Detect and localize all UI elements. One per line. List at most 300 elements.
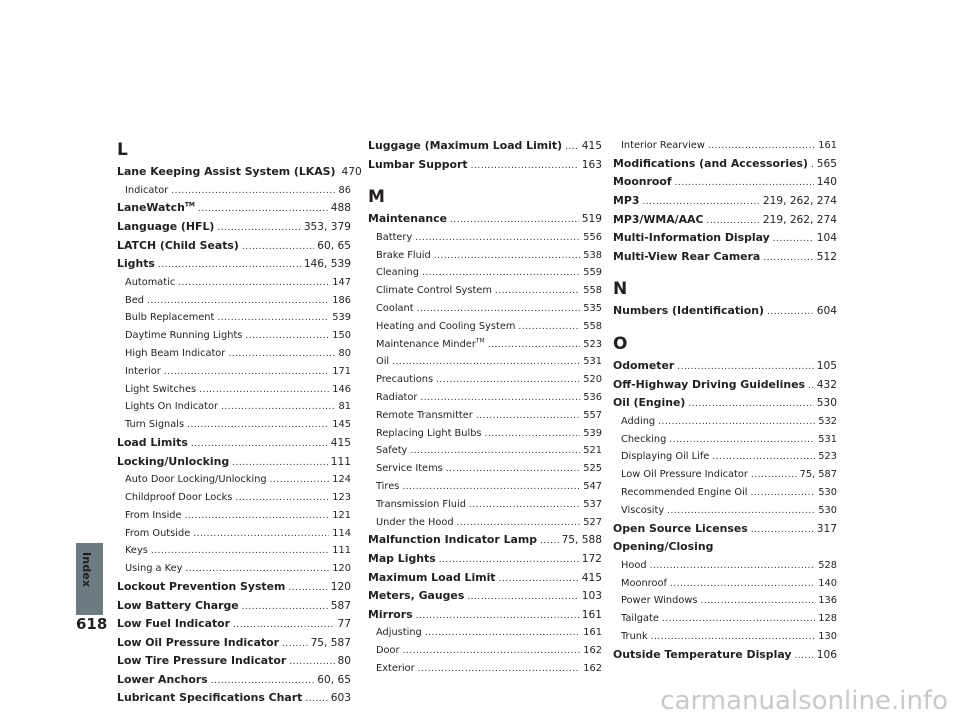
entry-pages[interactable]: 146 — [332, 383, 351, 395]
entry-pages[interactable]: 105 — [816, 359, 837, 372]
entry-term-text: Meters, Gauges — [368, 589, 465, 603]
index-subentry[interactable] — [368, 371, 602, 389]
index-subentry[interactable] — [368, 642, 602, 660]
index-subentry[interactable] — [368, 478, 602, 496]
entry-term-text: MP3 — [613, 193, 640, 207]
entry-pages[interactable]: 162 — [583, 662, 602, 674]
entry-pages[interactable]: 547 — [583, 480, 602, 492]
entry-term — [613, 646, 791, 665]
index-subentry[interactable] — [368, 514, 602, 532]
index-subentry[interactable] — [117, 381, 351, 399]
entry-term-text: Maximum Load Limit — [368, 570, 496, 584]
entry-pages[interactable]: 415 — [330, 436, 351, 449]
entry-term — [368, 156, 468, 175]
index-entry[interactable] — [613, 376, 837, 395]
entry-pages[interactable]: 531 — [818, 433, 837, 445]
entry-pages[interactable]: 539 — [583, 427, 602, 439]
entry-term-text: Remote Transmitter — [376, 409, 473, 421]
index-subentry[interactable] — [613, 137, 837, 155]
entry-term-text: Door — [376, 645, 400, 657]
entry-pages[interactable]: 558 — [583, 285, 602, 297]
entry-term — [621, 557, 647, 575]
entry-term-text: Lubricant Specifications Chart — [117, 691, 303, 705]
entry-term — [376, 371, 433, 389]
index-subentry[interactable] — [117, 182, 351, 200]
entry-term — [368, 210, 447, 229]
index-subentry[interactable] — [613, 466, 837, 484]
dot-leader — [446, 461, 581, 479]
index-entry[interactable] — [117, 597, 351, 616]
index-subentry[interactable] — [613, 628, 837, 646]
index-subentry[interactable] — [117, 327, 351, 345]
entry-term — [125, 381, 196, 399]
entry-term — [125, 363, 161, 381]
entry-pages[interactable]: 519 — [581, 213, 602, 226]
entry-pages[interactable]: 531 — [583, 356, 602, 368]
dot-leader — [794, 647, 813, 666]
dot-leader — [476, 408, 580, 426]
entry-term — [117, 597, 239, 616]
index-entry[interactable] — [368, 569, 602, 588]
index-entry[interactable] — [117, 199, 351, 218]
entry-pages[interactable]: 106 — [816, 648, 837, 661]
entry-term-text: Multi-Information Display — [613, 231, 770, 245]
entry-term — [117, 671, 208, 690]
entry-term — [125, 309, 214, 327]
dot-leader — [185, 561, 329, 579]
index-subentry[interactable] — [613, 592, 837, 610]
entry-pages[interactable]: 353, 379 — [303, 220, 351, 233]
entry-pages[interactable]: 527 — [583, 516, 602, 528]
index-entry[interactable] — [117, 453, 351, 472]
entry-pages[interactable]: 558 — [583, 320, 602, 332]
entry-pages[interactable]: 114 — [332, 527, 351, 539]
entry-pages[interactable]: 532 — [818, 415, 837, 427]
entry-pages[interactable]: 559 — [583, 267, 602, 279]
entry-term-text: Displaying Oil Life — [621, 451, 710, 463]
dot-leader — [217, 310, 329, 328]
entry-term — [376, 660, 415, 678]
index-subentry[interactable] — [613, 484, 837, 502]
entry-pages[interactable]: 75, 587 — [799, 469, 837, 481]
entry-term — [613, 192, 639, 211]
entry-term-text: Tailgate — [621, 613, 659, 625]
entry-pages[interactable]: 121 — [332, 509, 351, 521]
entry-term — [621, 466, 748, 484]
index-entry[interactable] — [613, 538, 837, 557]
entry-term — [117, 652, 286, 671]
entry-pages[interactable]: 145 — [332, 419, 351, 431]
index-entry[interactable] — [368, 531, 602, 550]
entry-pages[interactable]: 432 — [816, 378, 837, 391]
entry-term — [117, 163, 335, 182]
entry-term — [117, 434, 188, 453]
entry-pages[interactable]: 530 — [816, 397, 837, 410]
entry-pages[interactable]: 556 — [583, 231, 602, 243]
dot-leader — [808, 377, 814, 396]
dot-leader — [667, 503, 815, 521]
entry-term-text: Map Lights — [368, 551, 436, 565]
index-entry[interactable] — [117, 255, 351, 274]
dot-leader — [499, 570, 579, 589]
entry-term — [117, 453, 229, 472]
dot-leader — [282, 635, 308, 654]
index-entry[interactable] — [613, 357, 837, 376]
entry-pages[interactable]: 75, 588 — [561, 534, 602, 547]
entry-term-text: Adjusting — [376, 627, 422, 639]
dot-leader — [439, 551, 579, 570]
dot-leader — [417, 301, 581, 319]
entry-term — [376, 407, 473, 425]
dot-leader — [642, 193, 759, 212]
entry-pages[interactable]: 317 — [816, 522, 837, 535]
entry-pages[interactable]: 140 — [818, 577, 837, 589]
entry-term — [621, 502, 664, 520]
index-entry[interactable] — [613, 302, 837, 321]
entry-pages[interactable]: 219, 262, 274 — [762, 213, 837, 226]
entry-pages[interactable]: 111 — [330, 455, 351, 468]
entry-term-text: Low Tire Pressure Indicator — [117, 654, 287, 668]
entry-pages[interactable]: 525 — [583, 463, 602, 475]
entry-pages[interactable]: 60, 65 — [317, 673, 351, 686]
entry-pages[interactable]: 161 — [583, 627, 602, 639]
index-entry[interactable] — [368, 606, 602, 625]
entry-term — [621, 484, 748, 502]
entry-term-text: Tires — [376, 480, 400, 492]
entry-pages[interactable]: 528 — [818, 559, 837, 571]
index-subentry[interactable] — [613, 502, 837, 520]
entry-term — [376, 318, 515, 336]
index-entry[interactable] — [117, 163, 362, 182]
index-entry[interactable] — [117, 434, 351, 453]
entry-term — [613, 520, 748, 539]
entry-term — [376, 336, 485, 354]
entry-pages[interactable]: 77 — [337, 618, 351, 631]
entry-term-text: Heating and Cooling System — [376, 320, 516, 332]
dot-leader — [450, 211, 579, 230]
index-entry[interactable] — [613, 394, 837, 413]
entry-pages[interactable]: 415 — [581, 140, 602, 152]
entry-pages[interactable]: 530 — [818, 486, 837, 498]
index-subentry[interactable] — [368, 336, 602, 354]
index-subentry[interactable] — [368, 353, 602, 371]
entry-pages[interactable]: 75, 587 — [310, 636, 351, 649]
index-entry[interactable] — [613, 229, 837, 248]
entry-pages[interactable]: 146, 539 — [303, 258, 351, 271]
dot-leader — [658, 414, 815, 432]
entry-term-text: Low Oil Pressure Indicator — [621, 469, 748, 481]
entry-term — [613, 229, 770, 248]
dot-leader — [232, 454, 328, 473]
entry-term-text: Indicator — [125, 184, 169, 196]
index-subentry[interactable] — [368, 318, 602, 336]
entry-term-text: Lockout Prevention System — [117, 579, 286, 593]
entry-term-text: Checking — [621, 433, 667, 445]
entry-term-text: Under the Hood — [376, 516, 454, 528]
entry-term-text: Moonroof — [613, 175, 672, 189]
entry-pages[interactable]: 80 — [337, 655, 351, 668]
entry-term-text: Auto Door Locking/Unlocking — [125, 474, 267, 486]
index-column-2 — [368, 137, 602, 678]
index-subentry[interactable] — [368, 407, 602, 425]
index-subentry[interactable] — [117, 416, 351, 434]
entry-term — [125, 525, 190, 543]
entry-pages[interactable]: 104 — [816, 232, 837, 245]
entry-pages[interactable]: 470 — [341, 166, 362, 178]
dot-leader — [565, 138, 579, 157]
index-entry[interactable] — [613, 173, 837, 192]
entry-pages[interactable]: 161 — [581, 608, 602, 621]
index-subentry[interactable] — [117, 507, 351, 525]
entry-term-text: Recommended Engine Oil — [621, 486, 748, 498]
index-subentry[interactable] — [368, 442, 602, 460]
index-entry[interactable] — [117, 218, 351, 237]
dot-leader — [662, 611, 815, 629]
entry-term — [125, 560, 182, 578]
dot-leader — [670, 576, 815, 594]
index-subentry[interactable] — [368, 624, 602, 642]
entry-pages[interactable]: 128 — [818, 613, 837, 625]
entry-term — [117, 218, 214, 237]
entry-term-text: Lower Anchors — [117, 672, 208, 686]
entry-pages[interactable]: 536 — [583, 391, 602, 403]
index-subentry[interactable] — [613, 431, 837, 449]
index-subentry[interactable] — [613, 448, 837, 466]
index-subentry[interactable] — [117, 542, 351, 560]
index-subentry[interactable] — [368, 389, 602, 407]
index-entry[interactable] — [117, 689, 351, 708]
entry-term — [125, 471, 267, 489]
index-subentry[interactable] — [368, 425, 602, 443]
entry-pages[interactable]: 565 — [816, 157, 837, 170]
index-entry[interactable] — [613, 646, 837, 665]
index-subentry[interactable] — [117, 560, 351, 578]
entry-pages[interactable]: 162 — [583, 645, 602, 657]
index-entry[interactable] — [368, 550, 602, 569]
entry-pages[interactable]: 150 — [332, 330, 351, 342]
entry-pages[interactable]: 523 — [583, 338, 602, 350]
entry-term-text: Bed — [125, 294, 144, 306]
entry-term — [376, 282, 492, 300]
dot-leader — [151, 543, 329, 561]
entry-pages[interactable]: 130 — [818, 630, 837, 642]
entry-term — [125, 542, 148, 560]
entry-term-text: Language (HFL) — [117, 219, 215, 233]
dot-leader — [191, 435, 328, 454]
entry-pages[interactable]: 604 — [816, 305, 837, 318]
index-subentry[interactable] — [613, 557, 837, 575]
index-entry[interactable] — [117, 634, 351, 653]
entry-term — [621, 413, 655, 431]
index-entry[interactable] — [368, 587, 602, 606]
entry-term-text: Daytime Running Lights — [125, 330, 243, 342]
entry-pages[interactable]: 530 — [818, 504, 837, 516]
dot-leader — [415, 230, 580, 248]
entry-pages[interactable]: 172 — [581, 552, 602, 565]
entry-pages[interactable]: 120 — [330, 580, 351, 593]
entry-term-text: Multi-View Rear Camera — [613, 249, 761, 263]
entry-term-text: Outside Temperature Display — [613, 647, 792, 661]
entry-term-text: LATCH (Child Seats) — [117, 238, 239, 252]
entry-pages[interactable]: 161 — [818, 140, 837, 151]
entry-pages[interactable]: 103 — [581, 590, 602, 603]
index-subentry[interactable] — [613, 575, 837, 593]
index-subentry[interactable] — [368, 460, 602, 478]
entry-pages[interactable]: 186 — [332, 294, 351, 306]
entry-pages[interactable]: 521 — [583, 445, 602, 457]
index-subentry[interactable] — [117, 525, 351, 543]
dot-leader — [457, 515, 581, 533]
dot-leader — [700, 593, 815, 611]
entry-term-text: Radiator — [376, 391, 418, 403]
index-subentry[interactable] — [117, 345, 351, 363]
index-entry[interactable] — [613, 192, 837, 211]
index-entry[interactable] — [368, 137, 602, 156]
index-subentry[interactable] — [368, 247, 602, 265]
section-letter: O — [613, 333, 628, 354]
entry-term-text: Lights — [117, 257, 155, 271]
entry-pages[interactable]: 603 — [330, 692, 351, 705]
index-entry[interactable] — [613, 248, 837, 267]
dot-leader — [198, 200, 328, 219]
entry-term — [117, 634, 279, 653]
entry-pages[interactable]: 535 — [583, 302, 602, 314]
entry-term-text: Childproof Door Locks — [125, 491, 233, 503]
entry-pages[interactable]: 557 — [583, 409, 602, 421]
entry-pages[interactable]: 86 — [338, 184, 351, 196]
section-letter: M — [368, 187, 385, 208]
entry-term — [621, 628, 648, 646]
entry-pages[interactable]: 147 — [332, 276, 351, 288]
index-column-3 — [613, 137, 837, 664]
index-subentry[interactable] — [117, 363, 351, 381]
entry-term-text: Low Oil Pressure Indicator — [117, 635, 279, 649]
dot-leader — [164, 364, 330, 382]
entry-pages[interactable]: 111 — [332, 545, 351, 557]
index-entry[interactable] — [613, 155, 837, 174]
entry-term — [376, 496, 466, 514]
entry-pages[interactable]: 539 — [332, 312, 351, 324]
index-subentry[interactable] — [117, 292, 351, 310]
entry-pages[interactable]: 512 — [816, 250, 837, 263]
index-subentry[interactable] — [368, 300, 602, 318]
dot-leader — [677, 358, 814, 377]
entry-term — [117, 578, 285, 597]
entry-term — [376, 642, 400, 660]
dot-leader — [288, 579, 327, 598]
entry-pages[interactable]: 488 — [330, 202, 351, 215]
entry-pages[interactable]: 124 — [332, 474, 351, 486]
entry-term — [376, 247, 431, 265]
entry-term — [376, 353, 389, 371]
entry-term — [368, 606, 413, 625]
dot-leader — [147, 293, 329, 311]
entry-pages[interactable]: 140 — [816, 176, 837, 189]
index-entry[interactable] — [613, 520, 837, 539]
entry-term-text: Using a Key — [125, 563, 183, 575]
entry-pages[interactable]: 120 — [332, 563, 351, 575]
entry-term — [613, 394, 685, 413]
index-entry[interactable] — [117, 578, 351, 597]
index-subentry[interactable] — [368, 264, 602, 282]
entry-term — [621, 137, 705, 155]
dot-leader — [422, 265, 580, 283]
index-entry[interactable] — [117, 615, 351, 634]
dot-leader — [436, 372, 580, 390]
entry-term — [376, 624, 422, 642]
dot-leader — [228, 346, 335, 364]
index-subentry[interactable] — [117, 471, 351, 489]
entry-term-text: Opening/Closing — [613, 540, 714, 554]
index-entry[interactable] — [368, 156, 602, 175]
dot-leader — [171, 183, 335, 201]
entry-pages[interactable]: 80 — [338, 347, 351, 359]
dot-leader — [235, 490, 329, 508]
entry-pages[interactable]: 520 — [583, 374, 602, 386]
index-subentry[interactable] — [613, 413, 837, 431]
entry-term — [621, 610, 659, 628]
index-subentry[interactable] — [117, 309, 351, 327]
index-subentry[interactable] — [117, 398, 351, 416]
dot-leader — [305, 690, 327, 709]
entry-pages[interactable]: 81 — [338, 401, 351, 413]
entry-term-text: Lane Keeping Assist System (LKAS) — [117, 165, 336, 178]
entry-term-text: Turn Signals — [125, 419, 185, 431]
entry-pages[interactable]: 587 — [330, 599, 351, 612]
entry-term — [117, 237, 239, 256]
entry-term-text: Mirrors — [368, 607, 413, 621]
entry-pages[interactable]: 219, 262, 274 — [762, 194, 837, 207]
index-entry[interactable] — [117, 671, 351, 690]
dot-leader — [650, 558, 816, 576]
dot-leader — [708, 138, 815, 156]
section-gap — [613, 266, 837, 276]
index-entry[interactable] — [117, 652, 351, 671]
index-subentry[interactable] — [368, 496, 602, 514]
entry-pages[interactable]: 136 — [818, 595, 837, 607]
index-subentry[interactable] — [368, 282, 602, 300]
dot-leader — [434, 248, 581, 266]
entry-pages[interactable]: 537 — [583, 498, 602, 510]
entry-pages[interactable]: 415 — [581, 571, 602, 584]
index-subentry[interactable] — [368, 660, 602, 678]
entry-term — [613, 248, 760, 267]
entry-pages[interactable]: 171 — [332, 365, 351, 377]
entry-term-text: Exterior — [376, 662, 415, 674]
entry-term-text: High Beam Indicator — [125, 347, 226, 359]
index-subentry[interactable] — [117, 274, 351, 292]
entry-term-text: Replacing Light Bulbs — [376, 427, 482, 439]
index-entry[interactable] — [368, 210, 602, 229]
index-subentry[interactable] — [117, 489, 351, 507]
entry-pages[interactable]: 60, 65 — [317, 239, 351, 252]
index-entry[interactable] — [117, 237, 351, 256]
entry-term-text: Viscosity — [621, 504, 665, 516]
dot-leader — [178, 275, 329, 293]
index-subentry[interactable] — [368, 229, 602, 247]
entry-pages[interactable]: 523 — [818, 451, 837, 463]
index-entry[interactable] — [613, 211, 837, 230]
entry-pages[interactable]: 123 — [332, 491, 351, 503]
entry-pages[interactable]: 538 — [583, 249, 602, 261]
entry-term-text: Maintenance — [368, 212, 447, 226]
dot-leader — [193, 526, 329, 544]
entry-term — [368, 569, 496, 588]
entry-pages[interactable]: 163 — [581, 158, 602, 171]
index-subentry[interactable] — [613, 610, 837, 628]
entry-term — [117, 689, 302, 708]
entry-term-text: Low Fuel Indicator — [117, 617, 231, 631]
